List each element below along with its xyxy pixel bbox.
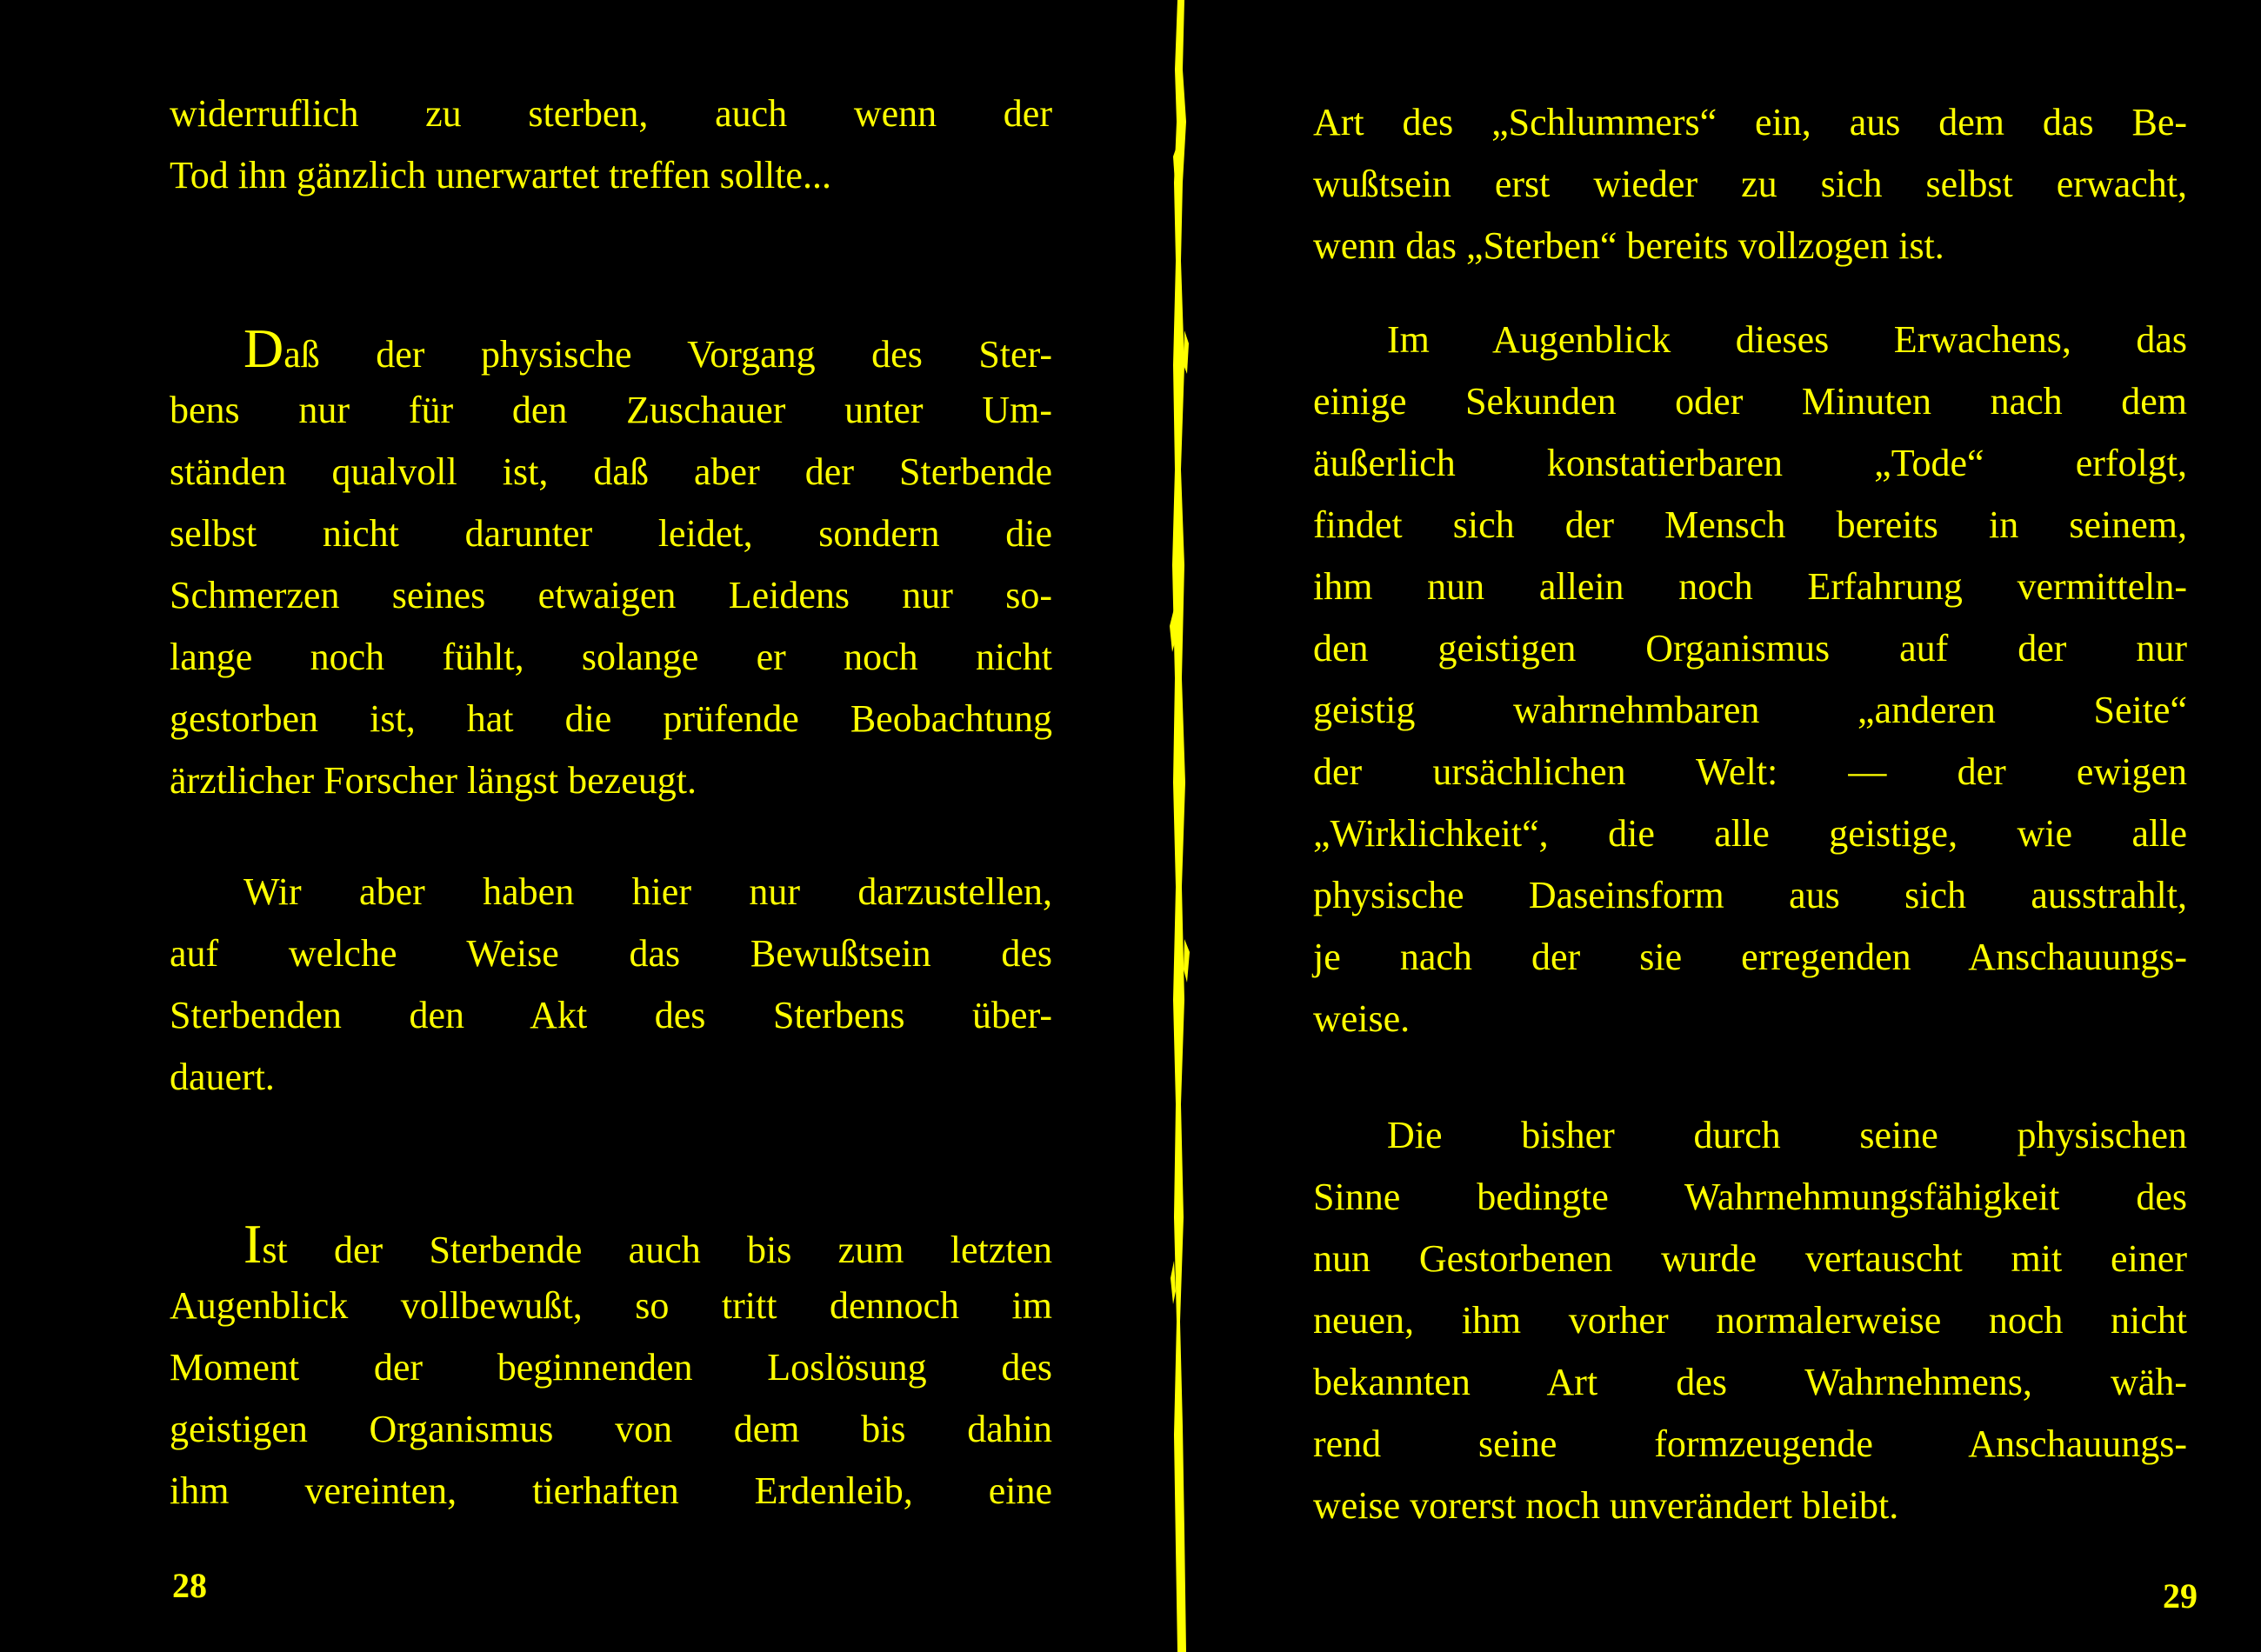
drop-cap: I: [243, 1213, 263, 1275]
right-page: [1204, 0, 2261, 1652]
text-line: dauert.: [170, 1056, 275, 1098]
paragraph-2: [1313, 309, 2187, 1049]
text-line: einige Sekunden oder Minuten nach dem: [1313, 380, 2187, 423]
text-line: Moment der beginnenden Loslösung des: [170, 1346, 1052, 1389]
text-line: geistigen Organismus von dem bis dahin: [170, 1408, 1052, 1450]
text-line: physische Daseinsform aus sich ausstrahlt,: [1313, 874, 2187, 916]
text-line: weise.: [1313, 997, 1411, 1040]
text-line: geistig wahrnehmbaren „anderen Seite“: [1313, 689, 2187, 731]
paragraph-1: [170, 83, 1052, 206]
paragraph-1: [1313, 91, 2187, 276]
text-line: findet sich der Mensch bereits in seinem,: [1313, 503, 2187, 546]
text-line: Daß der physische Vorgang des Ster-: [243, 317, 1052, 379]
paragraph-4: [170, 1213, 1052, 1522]
text-line: Augenblick vollbewußt, so tritt dennoch im: [170, 1284, 1052, 1327]
text-line: der ursächlichen Welt: — der ewigen: [1313, 750, 2187, 793]
page-number: 29: [2163, 1576, 2198, 1615]
text-line: „Wirklichkeit“, die alle geistige, wie alle: [1313, 812, 2187, 855]
text-line: Sinne bedingte Wahrnehmungsfähigkeit des: [1313, 1176, 2187, 1218]
paragraph-2: [170, 317, 1052, 811]
drop-cap: D: [243, 317, 284, 379]
text-line: widerruflich zu sterben, auch wenn der: [170, 92, 1052, 135]
text-line: weise vorerst noch unverändert bleibt.: [1313, 1484, 1899, 1527]
gutter-spine: [1165, 0, 1200, 1652]
text-line: gestorben ist, hat die prüfende Beobachtung: [170, 697, 1052, 740]
text-line: Tod ihn gänzlich unerwartet treffen sollte...: [170, 154, 831, 197]
text-line: Wir aber haben hier nur darzustellen,: [243, 870, 1052, 913]
text-line: lange noch fühlt, solange er noch nicht: [170, 636, 1052, 678]
text-line: Im Augenblick dieses Erwachens, das: [1387, 318, 2187, 361]
text-line: ärztlicher Forscher längst bezeugt.: [170, 759, 697, 802]
text-line: wußtsein erst wieder zu sich selbst erwacht,: [1313, 163, 2187, 205]
gutter-shape: [1172, 0, 1186, 1652]
text-line: Art des „Schlummers“ ein, aus dem das Be-: [1313, 101, 2187, 143]
text-line: nun Gestorbenen wurde vertauscht mit einer: [1313, 1237, 2187, 1280]
text-line: rend seine formzeugende Anschauungs-: [1313, 1422, 2187, 1465]
text-line: selbst nicht darunter leidet, sondern die: [170, 512, 1052, 555]
text-line: wenn das „Sterben“ bereits vollzogen ist.: [1313, 224, 1944, 267]
paragraph-3: [1313, 1104, 2187, 1536]
text-line: äußerlich konstatierbaren „Tode“ erfolgt,: [1313, 442, 2187, 484]
text-line: ihm nun allein noch Erfahrung vermitteln-: [1313, 565, 2187, 608]
text-line: bekannten Art des Wahrnehmens, wäh-: [1313, 1361, 2187, 1403]
text-line: Ist der Sterbende auch bis zum letzten: [243, 1213, 1052, 1275]
text-line: Die bisher durch seine physischen: [1387, 1114, 2187, 1156]
text-line: auf welche Weise das Bewußtsein des: [170, 932, 1052, 975]
text-line: Sterbenden den Akt des Sterbens über-: [170, 994, 1052, 1036]
paragraph-3: [170, 861, 1052, 1108]
page-number: 28: [172, 1566, 207, 1605]
text-line: bens nur für den Zuschauer unter Um-: [170, 389, 1052, 431]
text-line: den geistigen Organismus auf der nur: [1313, 627, 2187, 669]
text-line: je nach der sie erregenden Anschauungs-: [1313, 936, 2187, 978]
text-line: ständen qualvoll ist, daß aber der Sterbende: [170, 450, 1052, 493]
text-line: Schmerzen seines etwaigen Leidens nur so-: [170, 574, 1052, 616]
text-line: ihm vereinten, tierhaften Erdenleib, eine: [170, 1469, 1052, 1512]
text-line: neuen, ihm vorher normalerweise noch nicht: [1313, 1299, 2187, 1342]
